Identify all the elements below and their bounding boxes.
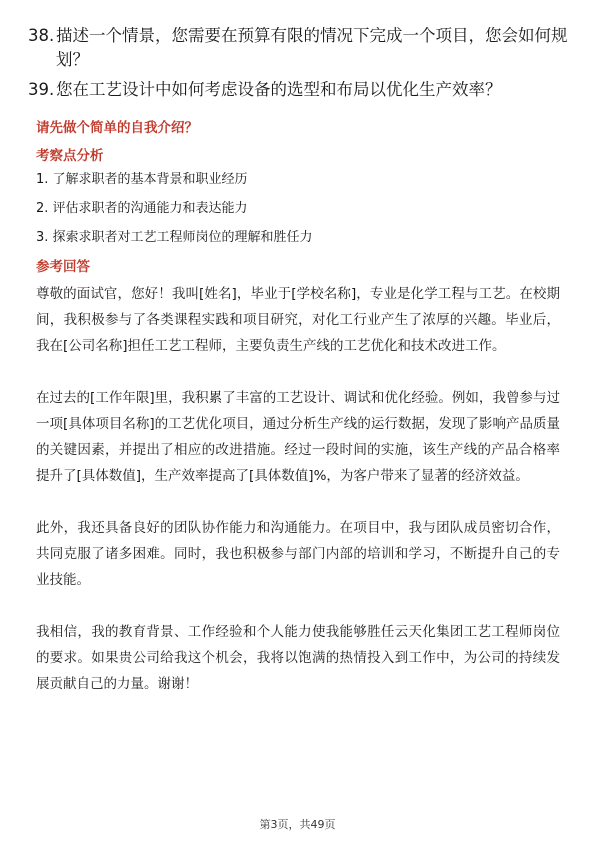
question-text: 描述一个情景，您需要在预算有限的情况下完成一个项目，您会如何规划？ xyxy=(56,26,568,69)
analysis-point: 2. 评估求职者的沟通能力和表达能力 xyxy=(36,201,248,216)
interview-question-heading: 请先做个简单的自我介绍？ xyxy=(36,120,198,136)
page-number-label: 第3页，共49页 xyxy=(259,818,336,831)
page-footer xyxy=(0,816,595,832)
answer-paragraph: 此外，我还具备良好的团队协作能力和沟通能力。在项目中，我与团队成员密切合作，共同克服了诸多困难。同时，我也积极参与部门内部的培训和学习，不断提升自己的专业技能。 xyxy=(36,520,560,588)
analysis-point: 3. 探索求职者对工艺工程师岗位的理解和胜任力 xyxy=(36,230,313,245)
question-number: 38. xyxy=(28,26,55,45)
question-item-39 xyxy=(28,78,568,102)
analysis-point: 1. 了解求职者的基本背景和职业经历 xyxy=(36,172,248,187)
question-text: 您在工艺设计中如何考虑设备的选型和布局以优化生产效率？ xyxy=(56,80,502,99)
analysis-heading: 考察点分析 xyxy=(36,148,104,164)
answer-paragraph: 尊敬的面试官，您好！我叫[姓名]，毕业于[学校名称]，专业是化学工程与工艺。在校期间，我积极参与了各类课程实践和项目研究，对化工行业产生了浓厚的兴趣。毕业后，我在[公司名称]担任工艺工程师，主要负责生产线的工艺优化和技术改进工作。 xyxy=(36,286,560,354)
question-list xyxy=(28,24,568,108)
question-item-38 xyxy=(28,24,568,72)
answer-paragraph: 在过去的[工作年限]里，我积累了丰富的工艺设计、调试和优化经验。例如，我曾参与过一项[具体项目名称]的工艺优化项目，通过分析生产线的运行数据，发现了影响产品质量的关键因素，并提出了相应的改进措施。经过一段时间的实施，该生产线的产品合格率提升了[具体数值]，生产效率提高了[具体数值]%，为客户带来了显著的经济效益。 xyxy=(36,390,560,484)
analysis-point-list xyxy=(36,170,560,248)
answer-heading: 参考回答 xyxy=(36,259,90,275)
question-number: 39. xyxy=(28,80,55,99)
qa-section xyxy=(36,118,560,697)
answer-body xyxy=(36,281,560,697)
answer-paragraph: 我相信，我的教育背景、工作经验和个人能力使我能够胜任云天化集团工艺工程师岗位的要求。如果贵公司给我这个机会，我将以饱满的热情投入到工作中，为公司的持续发展贡献自己的力量。谢谢！ xyxy=(36,624,560,692)
